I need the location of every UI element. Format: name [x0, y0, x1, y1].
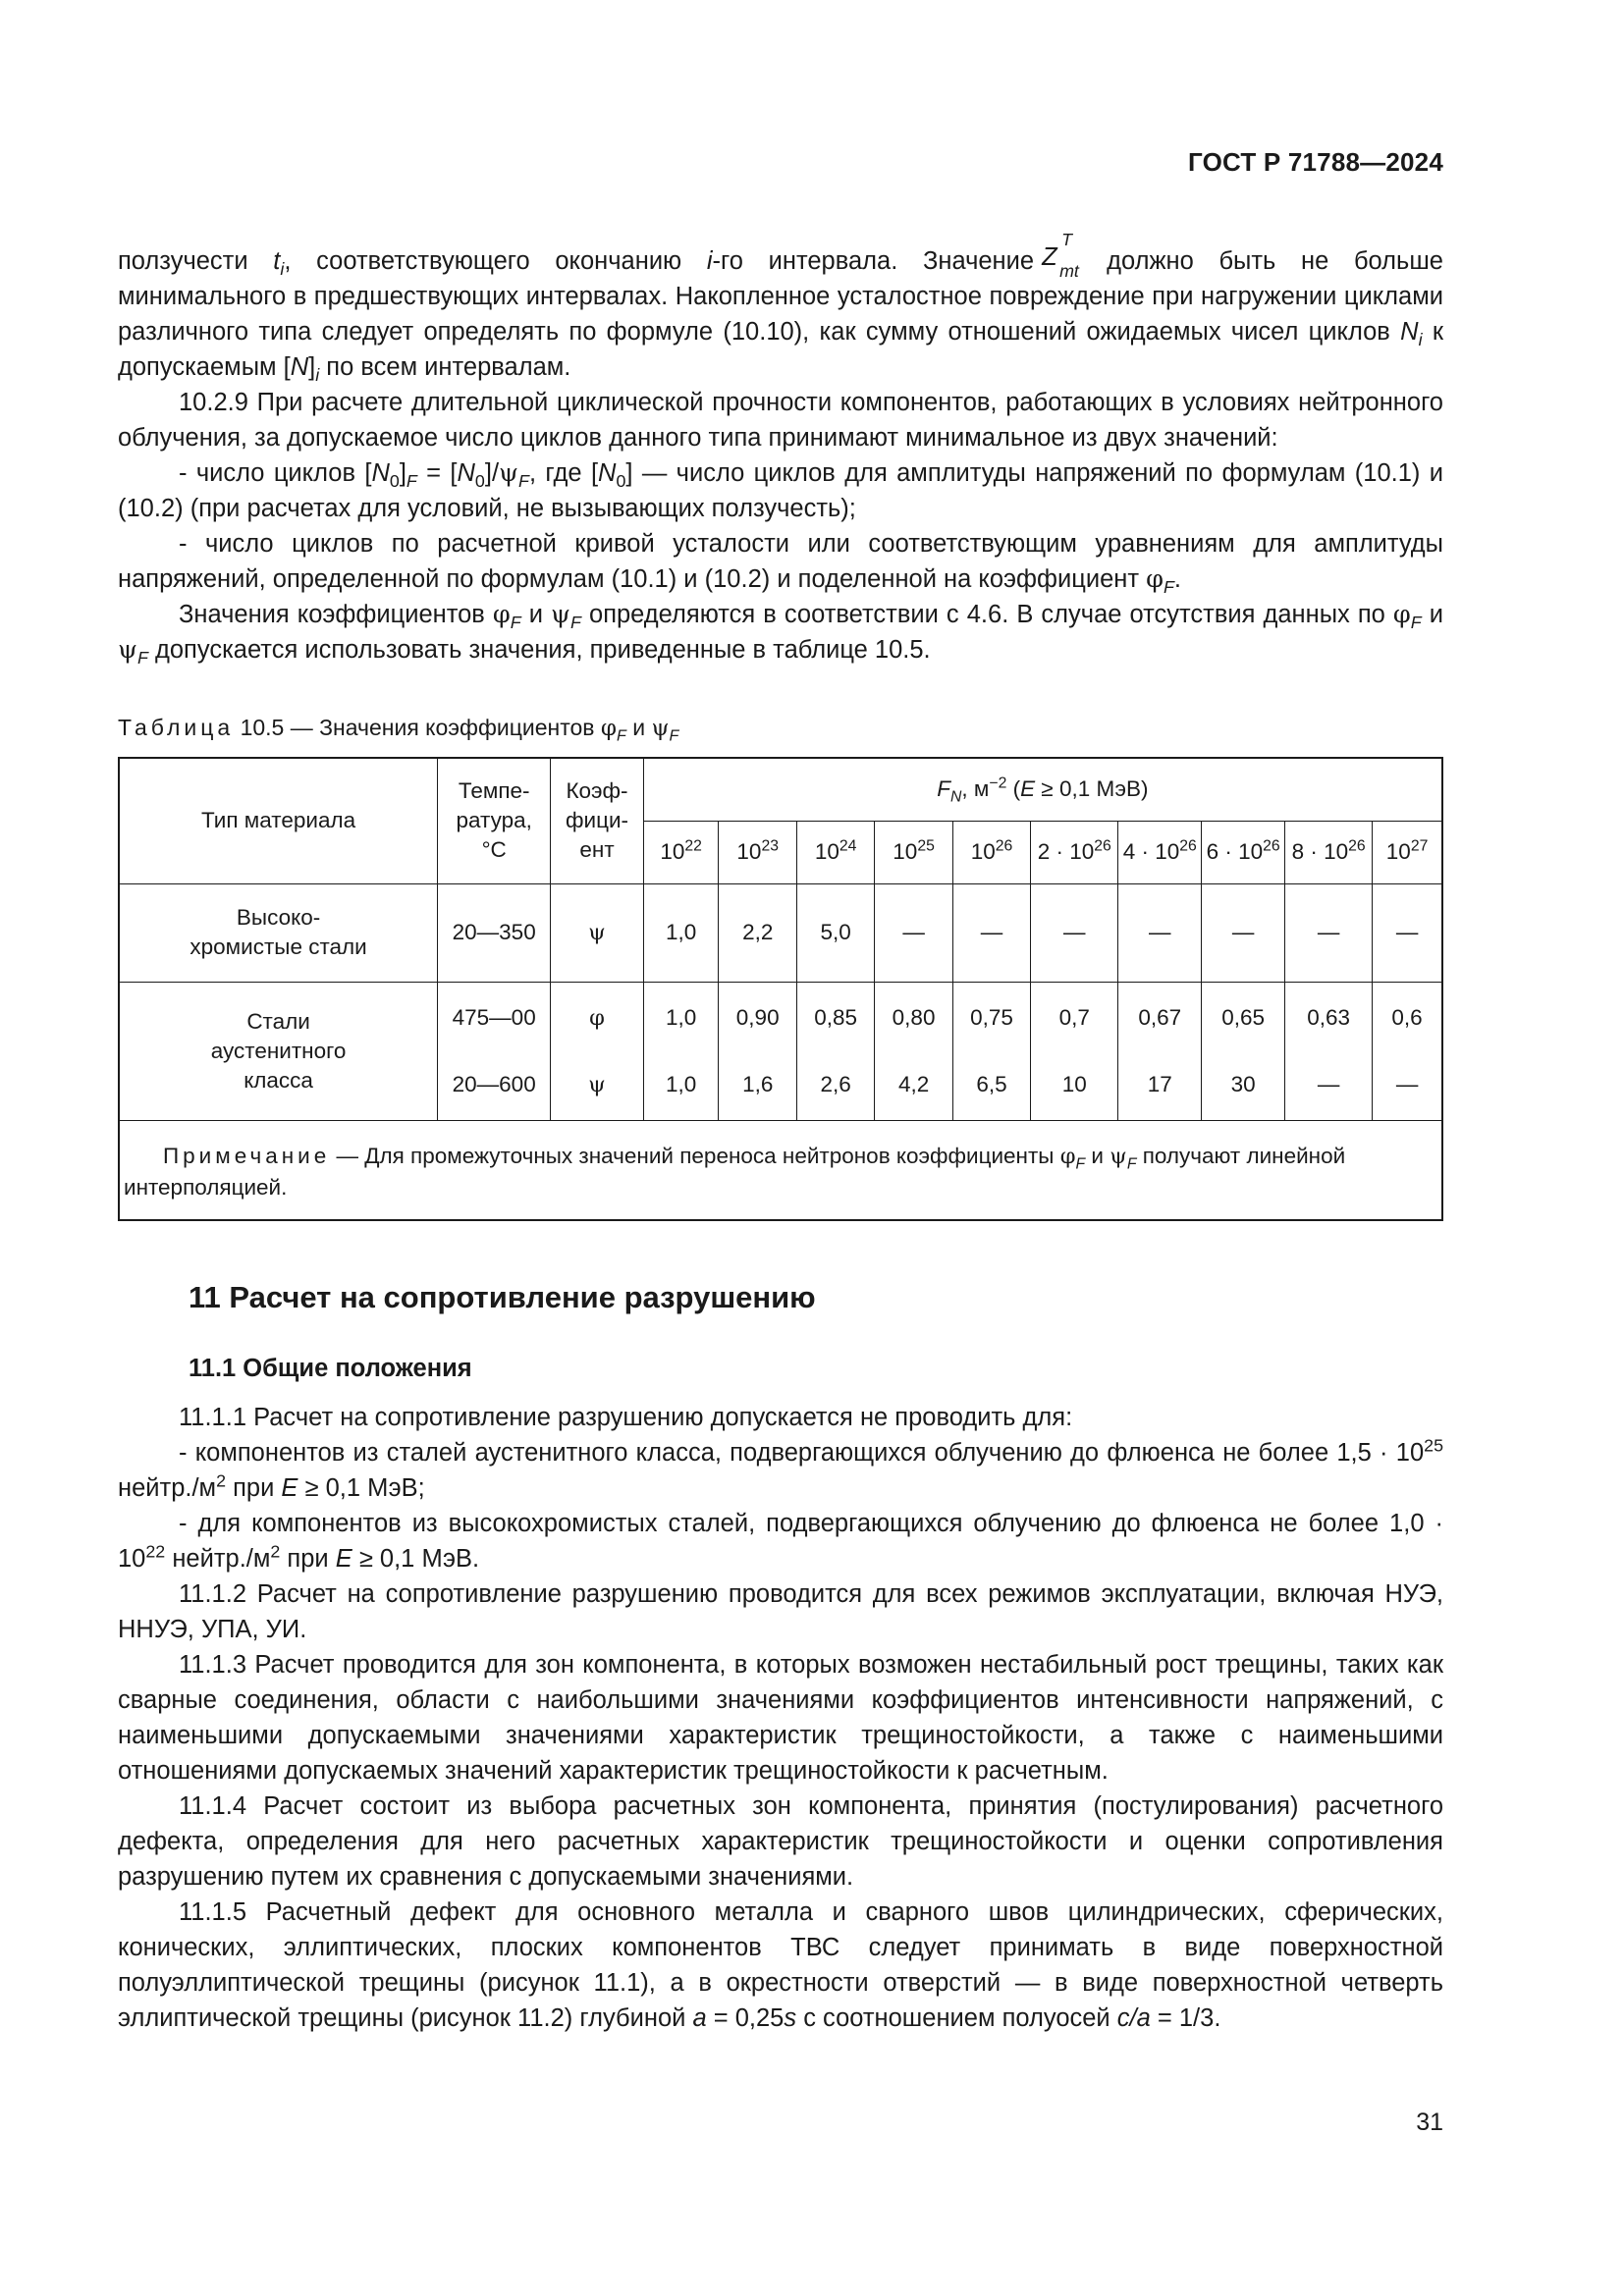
cell-value: —	[1373, 883, 1442, 982]
cell-temperature: 20—350	[438, 883, 551, 982]
fluence-column: $10^{22}$	[643, 821, 719, 883]
page-content	[118, 230, 1443, 2036]
cell-value: 0,67 17	[1118, 982, 1202, 1120]
table-caption: Таблица 10.5 — Значения коэффициентов $\varphi_F$ и $\psi_F$	[118, 715, 679, 745]
paragraph-coefficients: Значения коэффициентов $\varphi_F$ и $\psi_F$ определяются в соответствии с 4.6. В случае отсутствия данных по $\varphi_F$ и $\psi_F$ допускается использовать значения, приведенные в таблице 10.5.	[118, 600, 1443, 668]
fluence-column: $8 \cdot 10^{26}$	[1285, 821, 1373, 883]
cell-coefficient: ψ	[551, 883, 644, 982]
cell-temperature: 475—00 20—600	[438, 982, 551, 1120]
cell-value: 0,63 —	[1285, 982, 1373, 1120]
bullet-high-chromium-steels: - для компонентов из высокохромистых сталей, подвергающихся облучению до флюенса не более $1,0 \cdot 10^{22}$ $нейтр./м^2$ при E ≥ 0,1 МэВ.	[118, 1509, 1443, 1573]
fluence-column: $6 \cdot 10^{26}$	[1202, 821, 1285, 883]
z-mt-symbol: Z T mt	[1042, 230, 1079, 281]
cell-value: —	[952, 883, 1030, 982]
bullet-cycles-n0: - число циклов $[N_0]_F = [N_0]/\psi_F$, где $[N_0]$ — число циклов для амплитуды напряжений по формулам (10.1) и (10.2) (при расчетах для условий, не вызывающих ползучесть);	[118, 458, 1443, 522]
cell-value: 2,2	[719, 883, 796, 982]
cell-material: Высоко- хромистые стали	[119, 883, 438, 982]
section-11-title: 11 Расчет на сопротивление разрушению	[189, 1279, 816, 1314]
header-coefficient: Коэф- фици- ент	[551, 758, 644, 883]
subsection-11-1-title: 11.1 Общие положения	[189, 1354, 472, 1382]
cell-value: 0,90 1,6	[719, 982, 796, 1120]
paragraph-11-1-3: 11.1.3 Расчет проводится для зон компонента, в которых возможен нестабильный рост трещины, таких как сварные соединения, области с наибольшими значениями коэффициентов интенсивности напряжений, с наименьшими допускаемыми значениями характеристик трещиностойкости, а также с наименьшими отношениями допускаемых значений характеристик трещиностойкости к расчетным.	[118, 1650, 1443, 1785]
cell-coefficient: φ ψ	[551, 982, 644, 1120]
cell-value: 0,85 2,6	[796, 982, 874, 1120]
cell-value: 5,0	[796, 883, 874, 982]
cell-value: —	[1118, 883, 1202, 982]
cell-value: 0,7 10	[1031, 982, 1118, 1120]
coefficients-table	[118, 757, 1443, 1221]
cell-value: —	[875, 883, 952, 982]
header-fluence: $F_N$, $м^{-2}$ (E ≥ 0,1 МэВ)	[643, 758, 1442, 821]
cell-value: —	[1285, 883, 1373, 982]
cell-material: Стали аустенитного класса	[119, 982, 438, 1120]
table-row-austenitic	[119, 982, 1442, 1120]
header-temperature: Темпе- ратура, °С	[438, 758, 551, 883]
cell-value: 0,6 —	[1373, 982, 1442, 1120]
cell-value: 0,80 4,2	[875, 982, 952, 1120]
paragraph-11-1-5: 11.1.5 Расчетный дефект для основного металла и сварного швов цилиндрических, сферических, конических, эллиптических, плоских компонентов ТВС следует принимать в виде поверхностной полуэллиптической трещины (рисунок 11.1), а в окрестности отверстий — в виде поверхностной четверть эллиптической трещины (рисунок 11.2) глубиной a = 0,25s с соотношением полуосей c/a = 1/3.	[118, 1897, 1443, 2032]
fluence-column: $2 \cdot 10^{26}$	[1031, 821, 1118, 883]
fluence-column: $10^{23}$	[719, 821, 796, 883]
bullet-austenitic-steels: - компонентов из сталей аустенитного класса, подвергающихся облучению до флюенса не более $1,5 \cdot 10^{25}$ $нейтр./м^2$ при E ≥ 0,1 МэВ;	[118, 1435, 1443, 1502]
fluence-column: $4 \cdot 10^{26}$	[1118, 821, 1202, 883]
cell-value: 0,65 30	[1202, 982, 1285, 1120]
cell-value: 0,75 6,5	[952, 982, 1030, 1120]
cell-value: —	[1202, 883, 1285, 982]
paragraph-11-1-4: 11.1.4 Расчет состоит из выбора расчетных зон компонента, принятия (постулирования) расчетного дефекта, определения для него расчетных характеристик трещиностойкости и оценки сопротивления разрушению путем их сравнения с допускаемыми значениями.	[118, 1791, 1443, 1891]
table-note: Примечание — Для промежуточных значений переноса нейтронов коэффициенты $\varphi_F$ и $\psi_F$ получают линейной интерполяцией.	[119, 1120, 1442, 1220]
table-row-high-chromium	[119, 883, 1442, 982]
bullet-fatigue-curve: - число циклов по расчетной кривой усталости или соответствующим уравнениям для амплитуды напряжений, определенной по формулам (10.1) и (10.2) и поделенной на коэффициент $\varphi_F$.	[118, 530, 1443, 598]
paragraph-creep-interval: ползучести $t_i$, соответствующего окончанию i-го интервала. Значение Z T mt должно быть не больше минимального в предшествующих интервалах. Накопленное усталостное повреждение при нагружении циклами различного типа следует определять по формуле (10.10), как сумму отношений ожидаемых чисел циклов $N_i$ к допускаемым $[N]_i$ по всем интервалам.	[118, 230, 1443, 386]
standard-designation: ГОСТ Р 71788—2024	[1188, 147, 1443, 177]
header-material-type: Тип материала	[119, 758, 438, 883]
fluence-column: $10^{25}$	[875, 821, 952, 883]
table-note-row	[119, 1120, 1442, 1220]
fluence-column: $10^{27}$	[1373, 821, 1442, 883]
page-number: 31	[1416, 2109, 1443, 2136]
cell-value: 1,0	[643, 883, 719, 982]
paragraph-11-1-1: 11.1.1 Расчет на сопротивление разрушению допускается не проводить для:	[179, 1403, 1073, 1431]
paragraph-11-1-2: 11.1.2 Расчет на сопротивление разрушению проводится для всех режимов эксплуатации, включая НУЭ, ННУЭ, УПА, УИ.	[118, 1579, 1443, 1643]
paragraph-10-2-9: 10.2.9 При расчете длительной циклической прочности компонентов, работающих в условиях нейтронного облучения, за допускаемое число циклов данного типа принимают минимальное из двух значений:	[118, 389, 1443, 452]
cell-value: 1,0 1,0	[643, 982, 719, 1120]
cell-value: —	[1031, 883, 1118, 982]
fluence-column: $10^{24}$	[796, 821, 874, 883]
fluence-column: $10^{26}$	[952, 821, 1030, 883]
